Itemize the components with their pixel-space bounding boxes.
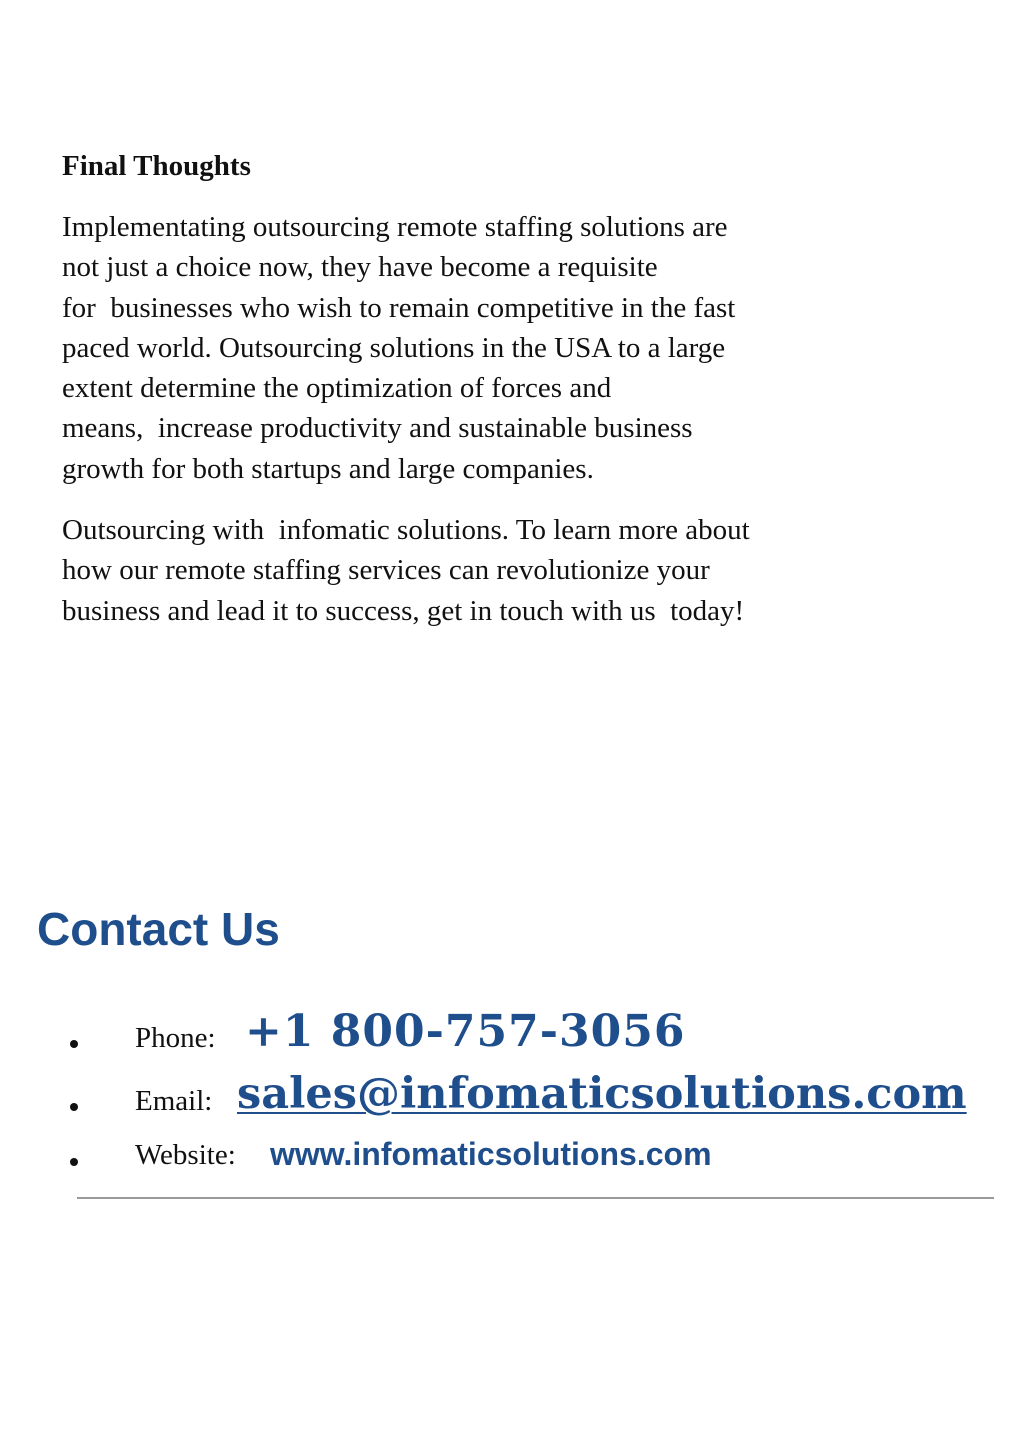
bullet-icon	[70, 1040, 78, 1048]
paragraph-line: not just a choice now, they have become a requisite	[62, 251, 658, 284]
paragraph-line: extent determine the optimization of forces and	[62, 372, 612, 405]
email-label: Email:	[135, 1085, 213, 1117]
paragraph-line: growth for both startups and large companies.	[62, 452, 594, 485]
final-thoughts-paragraph-1	[62, 207, 892, 489]
final-thoughts-title: Final Thoughts	[62, 150, 251, 182]
paragraph-line: Outsourcing with infomatic solutions. To learn more about	[62, 514, 750, 546]
paragraph-line: paced world. Outsourcing solutions in the USA to a large	[62, 331, 726, 364]
email-link[interactable]: sales@infomaticsolutions.com	[237, 1069, 967, 1119]
paragraph-line: Implementating outsourcing remote staffing solutions are	[62, 211, 728, 243]
contact-us-heading: Contact Us	[37, 903, 280, 955]
phone-link[interactable]: +1 800-757-3056	[245, 1006, 686, 1057]
horizontal-divider	[77, 1197, 994, 1199]
bullet-icon	[70, 1158, 78, 1166]
website-link[interactable]: www.infomaticsolutions.com	[270, 1136, 712, 1172]
website-label: Website:	[135, 1139, 236, 1171]
paragraph-line: means, increase productivity and sustainable business	[62, 412, 693, 445]
phone-label: Phone:	[135, 1022, 216, 1054]
paragraph-line: for businesses who wish to remain competitive in the fast	[62, 291, 736, 324]
paragraph-line: how our remote staffing services can revolutionize your	[62, 554, 710, 587]
final-thoughts-paragraph-2	[62, 510, 892, 631]
bullet-icon	[70, 1103, 78, 1111]
paragraph-line: business and lead it to success, get in touch with us today!	[62, 594, 745, 627]
